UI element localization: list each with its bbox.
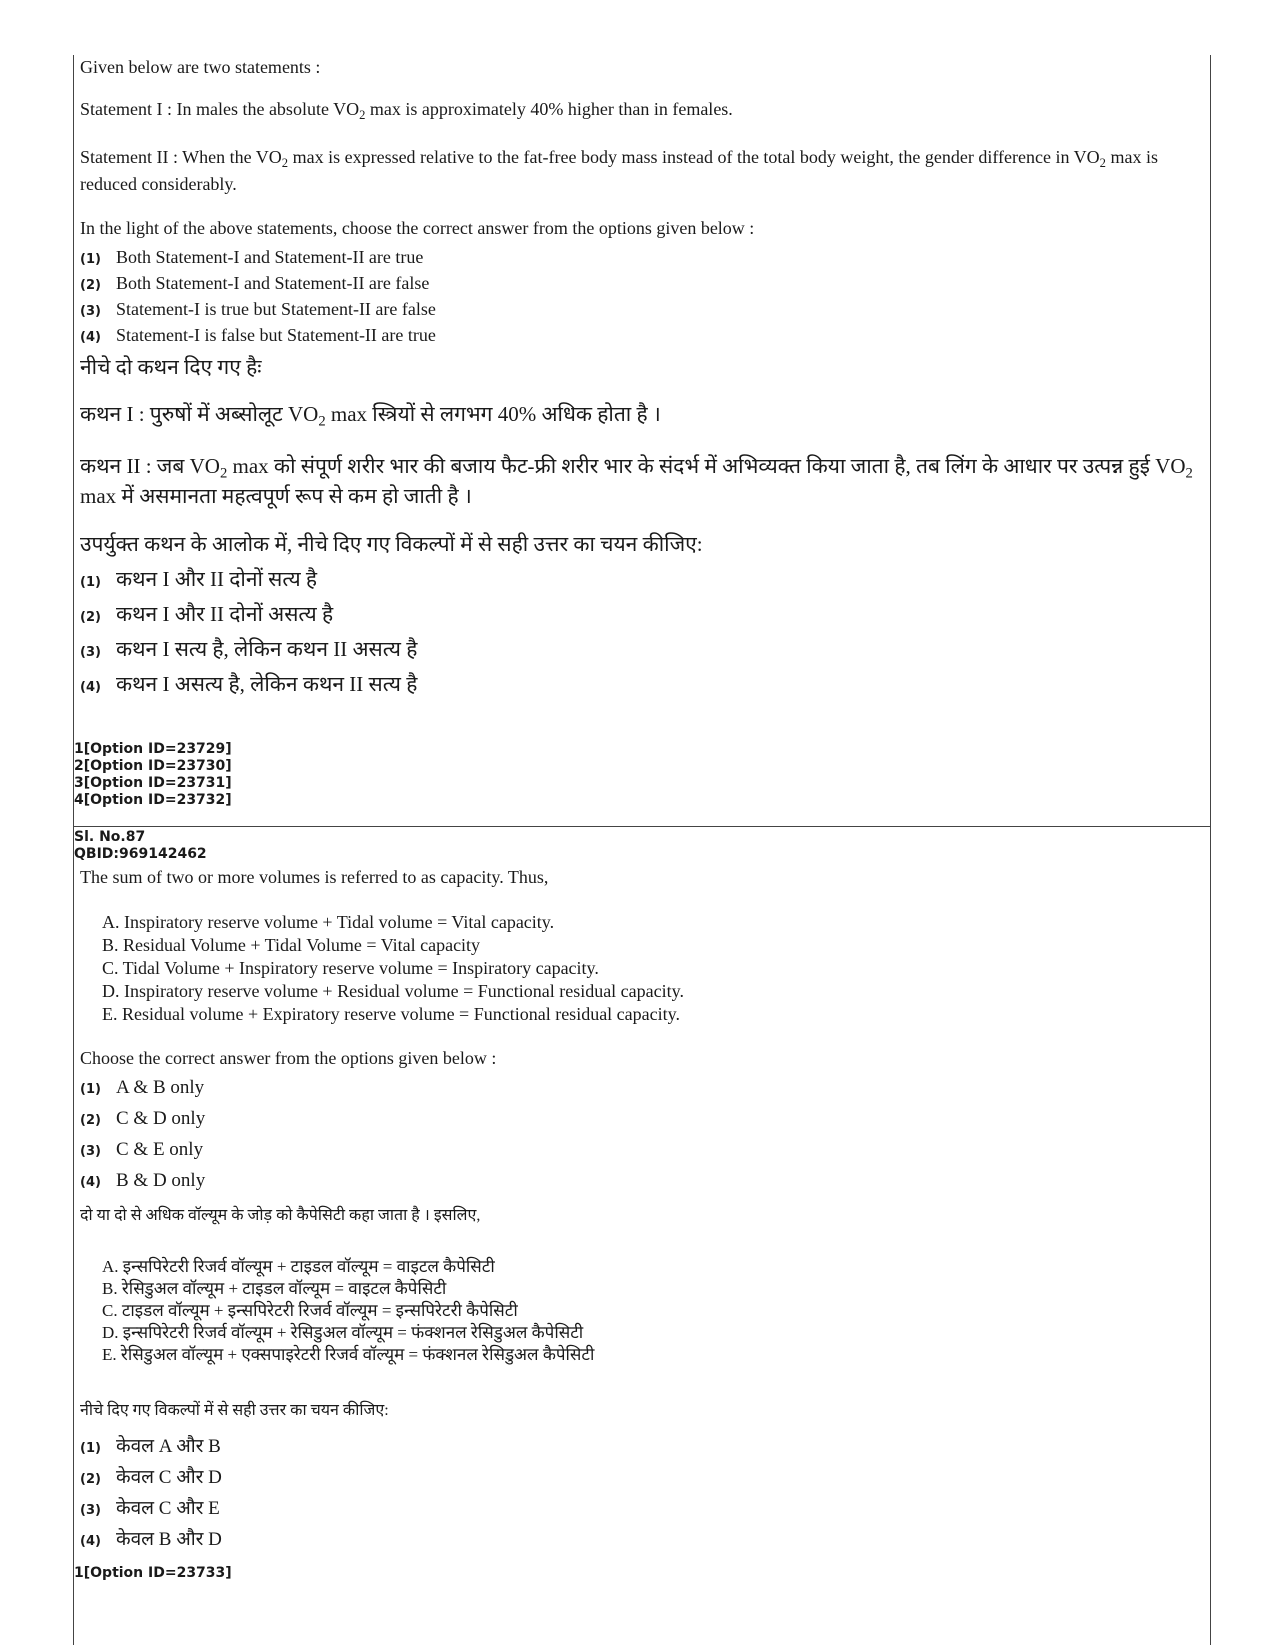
- q87-option-1: (1) A & B only: [80, 1077, 205, 1098]
- q86-statement-1: Statement I : In males the absolute $VO_2$ max is approximately 40% higher than in females.: [80, 99, 733, 122]
- q86-option-2: (2) Both Statement-I and Statement-II are false: [80, 273, 430, 293]
- q87-option-ids: [74, 1565, 232, 1582]
- q86-options: [80, 246, 980, 350]
- q87-statements: [80, 911, 1202, 1026]
- q87-statement-b: B. Residual Volume + Tidal Volume = Vital capacity: [102, 935, 481, 955]
- q87-option-4: (4) B & D only: [80, 1170, 206, 1191]
- q87-option-3: (3) C & E only: [80, 1139, 204, 1160]
- q87-hindi-option-4: (4) केवल B और D: [80, 1529, 222, 1550]
- q87-hindi-intro: दो या दो से अधिक वॉल्यूम के जोड़ को कैपेसिटी कहा जाता है । इसलिए,: [80, 1207, 481, 1224]
- q86-hindi-statement-2: कथन II : जब $VO_2$ max को संपूर्ण शरीर भार की बजाय फैट-फ्री शरीर भार के संदर्भ में अभिव्यक्त किया जाता है, तब लिंग के आधार पर उत्पन्न हुई $VO_2$ max में असमानता महत्वपूर्ण रूप से कम हो जाती है ।: [80, 454, 1193, 508]
- q86-hindi-options: [80, 565, 980, 705]
- qbid: QBID:969142462: [74, 846, 207, 862]
- q87-option-2: (2) C & D only: [80, 1108, 206, 1129]
- q86-hindi-option-1: (1) कथन I और II दोनों सत्य है: [80, 567, 318, 591]
- q86-option-3: (3) Statement-I is true but Statement-II are false: [80, 299, 436, 319]
- frame-right-border: [1210, 55, 1211, 1645]
- q87-hindi-option-1: (1) केवल A और B: [80, 1436, 221, 1457]
- q87-header: [74, 829, 207, 863]
- option-id: 2[Option ID=23730]: [74, 758, 232, 774]
- q86-hindi-option-3: (3) कथन I सत्य है, लेकिन कथन II असत्य है: [80, 637, 418, 661]
- q86-hindi-statement-1: कथन I : पुरुषों में अब्सोलूट $VO_2$ max स्त्रियों से लगभग 40% अधिक होता है ।: [80, 402, 661, 430]
- q87-intro: The sum of two or more volumes is referred to as capacity. Thus,: [80, 867, 549, 887]
- q87-hindi-statement-a: A. इन्सपिरेटरी रिजर्व वॉल्यूम + टाइडल वॉल्यूम = वाइटल कैपेसिटी: [102, 1257, 495, 1276]
- option-id: 1[Option ID=23733]: [74, 1565, 232, 1581]
- q86-statement-2: Statement II : When the $VO_2$ max is expressed relative to the fat-free body mass instead of the total body weight, the gender difference in $VO_2$ max is reduced considerably.: [80, 147, 1158, 194]
- option-id: 3[Option ID=23731]: [74, 775, 232, 791]
- q86-option-ids: [74, 741, 232, 809]
- q87-hindi-statements: [80, 1256, 1202, 1366]
- q86-hindi-option-2: (2) कथन I और II दोनों असत्य है: [80, 602, 334, 626]
- q87-hindi-statement-d: D. इन्सपिरेटरी रिजर्व वॉल्यूम + रेसिडुअल वॉल्यूम = फंक्शनल रेसिडुअल कैपेसिटी: [102, 1323, 584, 1342]
- serial-number: Sl. No.87: [74, 829, 146, 845]
- q87-statement-c: C. Tidal Volume + Inspiratory reserve volume = Inspiratory capacity.: [102, 958, 599, 978]
- q87-hindi-question: नीचे दिए गए विकल्पों में से सही उत्तर का चयन कीजिए:: [80, 1402, 389, 1419]
- q86-hindi-question: उपर्युक्त कथन के आलोक में, नीचे दिए गए विकल्पों में से सही उत्तर का चयन कीजिए:: [80, 532, 703, 556]
- q87-statement-e: E. Residual volume + Expiratory reserve volume = Functional residual capacity.: [102, 1004, 680, 1024]
- q87-statement-a: A. Inspiratory reserve volume + Tidal volume = Vital capacity.: [102, 912, 555, 932]
- q87-hindi-statement-e: E. रेसिडुअल वॉल्यूम + एक्सपाइरेटरी रिजर्व वॉल्यूम = फंक्शनल रेसिडुअल कैपेसिटी: [102, 1345, 595, 1364]
- q86-question: In the light of the above statements, choose the correct answer from the options given below :: [80, 218, 755, 238]
- q87-question: Choose the correct answer from the options given below :: [80, 1048, 497, 1068]
- q87-hindi-statement-b: B. रेसिडुअल वॉल्यूम + टाइडल वॉल्यूम = वाइटल कैपेसिटी: [102, 1279, 447, 1298]
- q86-option-4: (4) Statement-I is false but Statement-II are true: [80, 325, 436, 345]
- q87-hindi-options: [80, 1432, 980, 1556]
- q86-hindi-option-4: (4) कथन I असत्य है, लेकिन कथन II सत्य है: [80, 672, 418, 696]
- option-id: 1[Option ID=23729]: [74, 741, 232, 757]
- q87-hindi-option-2: (2) केवल C और D: [80, 1467, 222, 1488]
- q87-options: [80, 1077, 980, 1201]
- q86-hindi-intro: नीचे दो कथन दिए गए हैः: [80, 355, 262, 379]
- option-id: 4[Option ID=23732]: [74, 792, 232, 808]
- q86-option-1: (1) Both Statement-I and Statement-II are true: [80, 247, 424, 267]
- question-divider: [73, 826, 1211, 827]
- q87-hindi-statement-c: C. टाइडल वॉल्यूम + इन्सपिरेटरी रिजर्व वॉल्यूम = इन्सपिरेटरी कैपेसिटी: [102, 1301, 518, 1320]
- q87-hindi-option-3: (3) केवल C और E: [80, 1498, 220, 1519]
- q86-intro: Given below are two statements :: [80, 57, 321, 77]
- q87-statement-d: D. Inspiratory reserve volume + Residual volume = Functional residual capacity.: [102, 981, 684, 1001]
